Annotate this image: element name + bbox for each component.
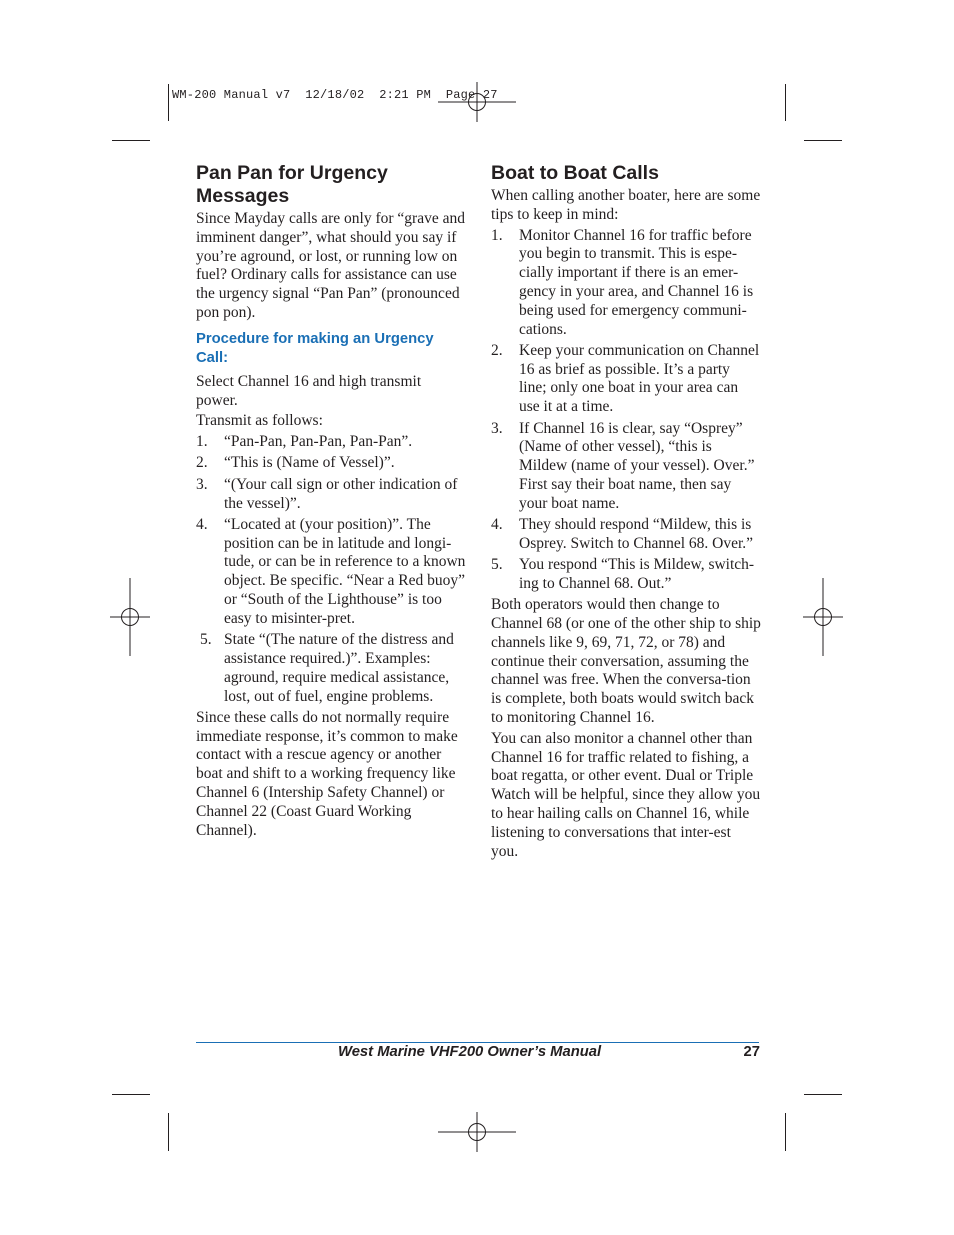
crop-mark	[168, 1113, 169, 1151]
intro-paragraph: Since Mayday calls are only for “grave and imminent danger”, what should you say if you’re aground, or lost, or running low on fuel? Ordinary calls for assistance can use the urgency signal “Pan Pan” (pronounced pon pon).	[196, 210, 465, 321]
list-text: State “(The nature of the distress and assistance required.)”. Examples: aground, require medical assistance, lost, out of fuel, engine problems.	[224, 631, 454, 705]
list-text: If Channel 16 is clear, say “Osprey” (Name of other vessel), “this is Mildew (name of your vessel). Over.” First say their boat name, then say your boat name.	[519, 419, 755, 512]
list-item	[196, 476, 466, 514]
registration-mark-icon	[803, 578, 843, 656]
list-item	[491, 420, 761, 514]
list-number: 1.	[491, 226, 503, 244]
list-text: “Pan-Pan, Pan-Pan, Pan-Pan”.	[224, 433, 413, 451]
list-number: 2.	[196, 454, 208, 472]
list-text: Keep your communication on Channel 16 as brief as possible. It’s a party line; only one boat in your area can use it at a time.	[519, 341, 760, 416]
list-number: 4.	[196, 515, 208, 533]
registration-mark-icon	[110, 578, 150, 656]
footer-manual-title: West Marine VHF200 Owner’s Manual	[338, 1044, 602, 1060]
list-number: 3.	[196, 475, 208, 493]
list-text: “(Your call sign or other indication of the vessel)”.	[224, 475, 458, 512]
list-text: “This is (Name of Vessel)”.	[224, 454, 395, 472]
list-text: Monitor Channel 16 for traffic before you begin to transmit. This is espe-cially important if there is an emer-gency in your area, and Channel 16 is being used for emergency communi-cations.	[519, 226, 754, 338]
list-number: 1.	[196, 433, 208, 451]
list-item	[196, 454, 466, 473]
list-item	[196, 516, 466, 629]
boat-call-tips-list	[491, 227, 761, 594]
crop-mark	[112, 1094, 150, 1095]
body-paragraph: Both operators would then change to Channel 68 (or one of the other ship to ship channels like 9, 69, 71, 72, or 78) and continue their conversation, assuming the channel was free. When the conversa-tion is complete, both boats would switch back to monitoring Channel 16.	[491, 596, 761, 727]
body-paragraph: You can also monitor a channel other than Channel 16 for traffic related to fishing, a boat regatta, or other event. Dual or Triple Watch will be helpful, since they allow you to hear hailing calls on Channel 16, while listening to conversations that inter-est you.	[491, 729, 761, 860]
list-number: 3.	[491, 419, 503, 437]
right-column	[491, 162, 761, 863]
registration-mark-icon	[438, 1112, 516, 1152]
crop-mark	[804, 140, 842, 141]
list-number: 2.	[491, 341, 503, 359]
closing-paragraph: Since these calls do not normally require immediate response, it’s common to make contact with a rescue agency or another boat and shift to a working frequency like Channel 6 (Intership Safety Channel) or Channel 22 (Coast Guard Working Channel).	[196, 708, 458, 839]
list-item	[491, 342, 761, 417]
crop-mark	[785, 1113, 786, 1151]
crop-mark	[804, 1094, 842, 1095]
list-item	[196, 631, 466, 706]
list-text: You respond “This is Mildew, switch-ing to Channel 68. Out.”	[519, 556, 755, 592]
left-column	[196, 162, 466, 842]
crop-mark	[112, 140, 150, 141]
list-item	[491, 516, 761, 554]
urgency-steps-list	[196, 433, 466, 628]
transmit-instruction: Transmit as follows:	[196, 412, 323, 430]
urgency-steps-list-continued	[196, 631, 466, 706]
list-item	[491, 556, 761, 594]
list-item	[491, 227, 761, 340]
list-number: 5.	[200, 631, 212, 649]
section-heading-boat-to-boat: Boat to Boat Calls	[491, 162, 659, 184]
crop-mark	[785, 84, 786, 121]
list-item	[196, 433, 466, 452]
section-heading-pan-pan: Pan Pan for Urgency Messages	[196, 162, 388, 207]
list-text: They should respond “Mildew, this is Osprey. Switch to Channel 68. Over.”	[519, 516, 754, 552]
list-number: 5.	[491, 556, 503, 574]
select-instruction: Select Channel 16 and high transmit power.	[196, 372, 422, 409]
crop-mark	[168, 84, 169, 121]
intro-paragraph: When calling another boater, here are some tips to keep in mind:	[491, 187, 761, 223]
footer-rule	[196, 1042, 759, 1043]
list-text: “Located at (your position)”. The position can be in latitude and longi-tude, or can be in reference to a known object. Be specific. “Near a Red buoy” or “South of the Lighthouse” is too easy to misinter-pret.	[224, 515, 466, 627]
registration-mark-icon	[438, 82, 516, 122]
subheading-procedure: Procedure for making an Urgency Call:	[196, 330, 434, 366]
print-slug: WM-200 Manual v7 12/18/02 2:21 PM Page 27	[172, 88, 498, 102]
list-number: 4.	[491, 516, 503, 534]
page-number: 27	[743, 1044, 760, 1060]
